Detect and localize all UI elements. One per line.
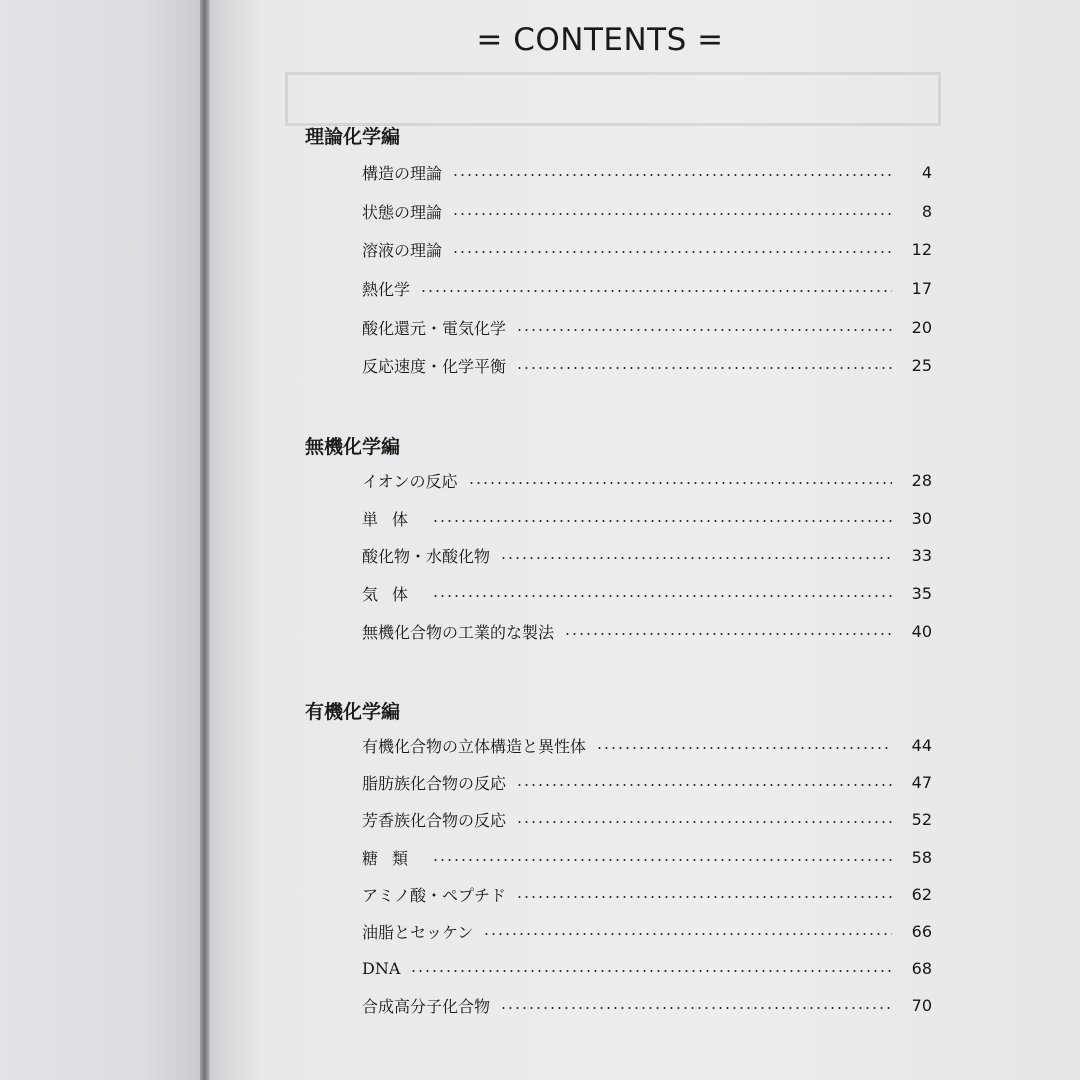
dot-leader	[468, 482, 892, 484]
toc-item	[362, 467, 932, 493]
toc-item	[362, 542, 932, 568]
left-page	[0, 0, 206, 1080]
toc-item-label: 溶液の理論	[362, 240, 443, 260]
toc-item-label: 気体	[362, 584, 423, 604]
toc-item-label: 合成高分子化合物	[362, 996, 491, 1016]
dot-leader	[452, 174, 892, 176]
toc-item	[362, 618, 932, 644]
toc-item-page: 66	[911, 921, 932, 941]
toc-item-page: 47	[911, 772, 932, 792]
dot-leader	[596, 747, 892, 749]
toc-item	[362, 844, 932, 870]
dot-leader	[516, 896, 892, 898]
dot-leader	[483, 933, 892, 935]
toc-item	[362, 806, 932, 832]
toc-item	[362, 769, 932, 795]
dot-leader	[432, 520, 892, 522]
toc-item-label: 単体	[362, 509, 423, 529]
toc-item	[362, 918, 932, 944]
dot-leader	[516, 329, 892, 331]
toc-item-page: 28	[911, 470, 932, 490]
toc-item-page: 25	[911, 355, 932, 375]
toc-item	[362, 881, 932, 907]
toc-item-page: 52	[911, 809, 932, 829]
show-through-box	[285, 72, 941, 126]
toc-item-page: 8	[921, 201, 932, 221]
toc-item	[362, 955, 932, 981]
toc-item-label: 酸化物・水酸化物	[362, 546, 491, 566]
toc-item	[362, 159, 932, 185]
toc-item-label: 糖類	[362, 848, 423, 868]
toc-item	[362, 352, 932, 378]
toc-item	[362, 198, 932, 224]
dot-leader	[410, 970, 892, 972]
toc-item-page: 70	[911, 995, 932, 1015]
toc-item-page: 12	[911, 239, 932, 259]
toc-item-page: 58	[911, 847, 932, 867]
toc-item-label: 熱化学	[362, 279, 411, 299]
toc-item	[362, 275, 932, 301]
dot-leader	[500, 557, 892, 559]
dot-leader	[452, 213, 892, 215]
toc-item-page: 4	[921, 162, 932, 182]
toc-item	[362, 314, 932, 340]
dot-leader	[432, 595, 892, 597]
dot-leader	[564, 633, 892, 635]
section-heading-theory: 理論化学編	[305, 126, 401, 148]
dot-leader	[432, 859, 892, 861]
toc-item-label: イオンの反応	[362, 471, 458, 491]
dot-leader	[516, 367, 892, 369]
toc-item	[362, 236, 932, 262]
section-heading-organic: 有機化学編	[305, 701, 401, 723]
toc-item-page: 68	[911, 958, 932, 978]
toc-item-label: 反応速度・化学平衡	[362, 356, 507, 376]
toc-item-label: 酸化還元・電気化学	[362, 318, 507, 338]
toc-item-label: 芳香族化合物の反応	[362, 810, 507, 830]
dot-leader	[500, 1007, 892, 1009]
toc-item-label: 油脂とセッケン	[362, 922, 474, 942]
dot-leader	[516, 784, 892, 786]
toc-item-label: 脂肪族化合物の反応	[362, 773, 507, 793]
toc-item-page: 35	[911, 583, 932, 603]
toc-item	[362, 992, 932, 1018]
toc-item-page: 62	[911, 884, 932, 904]
toc-item-label: 状態の理論	[362, 202, 443, 222]
dot-leader	[516, 821, 892, 823]
toc-item-page: 30	[911, 508, 932, 528]
dot-leader	[420, 290, 892, 292]
dot-leader	[452, 251, 892, 253]
page-title: = CONTENTS =	[476, 22, 724, 58]
toc-item-label: 無機化合物の工業的な製法	[362, 622, 555, 642]
toc-item-label: 有機化合物の立体構造と異性体	[362, 736, 587, 756]
toc-item-page: 20	[911, 317, 932, 337]
toc-item-label: アミノ酸・ペプチド	[362, 885, 507, 905]
toc-item-page: 40	[911, 621, 932, 641]
toc-item	[362, 732, 932, 758]
toc-item-page: 33	[911, 545, 932, 565]
book-gutter	[200, 0, 210, 1080]
toc-item	[362, 580, 932, 606]
toc-item-page: 44	[911, 735, 932, 755]
toc-item-label: DNA	[362, 958, 401, 978]
toc-item-page: 17	[911, 278, 932, 298]
section-heading-inorganic: 無機化学編	[305, 436, 401, 458]
toc-item-label: 構造の理論	[362, 163, 443, 183]
toc-item	[362, 505, 932, 531]
